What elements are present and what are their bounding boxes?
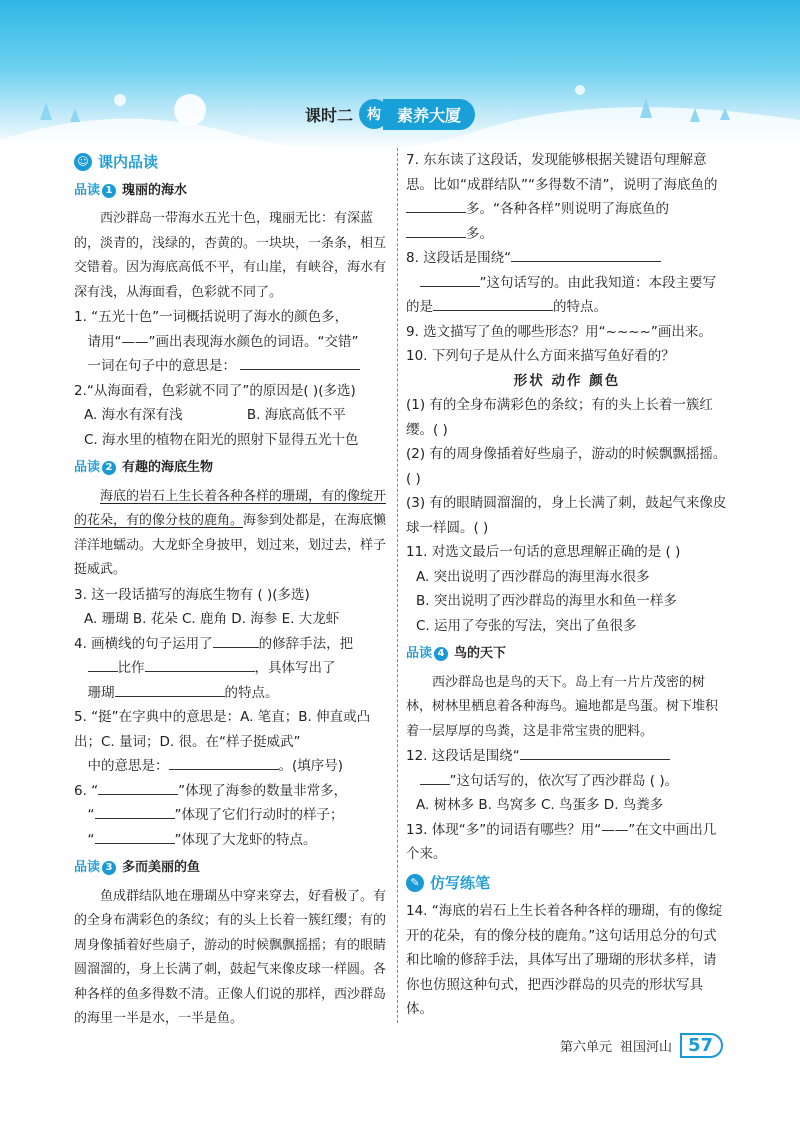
- column-divider: [397, 148, 398, 1023]
- question-7: 7. 东东读了这段话，发现能够根据关键语句理解意思。比如“成群结队”“多得数不清”，说明了海底鱼的多。“各种各样”则说明了海底鱼的多。: [406, 152, 718, 242]
- practice-label: 仿写练笔: [430, 873, 491, 892]
- lesson-label: 课时二: [305, 105, 354, 125]
- question-2: 2.“从海面看，色彩就不同了”的原因是( )(多选): [74, 382, 356, 399]
- lesson-logo-icon: 构: [359, 99, 389, 129]
- reading-heading-1: [74, 179, 392, 204]
- question-11-options: A. 突出说明了西沙群岛的海里海水很多 B. 突出说明了西沙群岛的海里水和鱼一样多 C. 运用了夸张的写法，突出了鱼很多: [416, 568, 677, 634]
- question-1: 1. “五光十色”一词概括说明了海水的颜色多， 请用“——”画出表现海水颜色的词语。“交错” 一词在句子中的意思是：: [74, 309, 359, 374]
- question-3: 3. 这一段话描写的海底生物有 ( )(多选): [74, 586, 310, 603]
- right-column: [406, 148, 728, 1022]
- reading-tag: 品读: [74, 860, 101, 875]
- question-10-word-bank: 形状 动作 颜色: [513, 372, 621, 389]
- question-11: 11. 对选文最后一句话的意思理解正确的是 ( ): [406, 544, 681, 560]
- question-5: 5. “挺”在字典中的意思是：A. 笔直；B. 伸直或凸出；C. 量词；D. 很。在“样子挺威武” 中的意思是： 。(填序号): [74, 709, 371, 774]
- passage-2: 海底的岩石上生长着各种各样的珊瑚，有的像绽开的花朵，有的像分枝的鹿角。海参到处都是，在海底懒洋洋地蠕动。大龙虾全身披甲，划过来，划过去，样子挺威武。: [74, 488, 387, 577]
- reading-tag: 品读: [74, 182, 101, 198]
- reading-title: 鸟的天下: [454, 646, 507, 661]
- answer-blank[interactable]: [95, 829, 175, 844]
- question-10: 10. 下列句子是从什么方面来描写鱼好看的？: [406, 348, 675, 364]
- question-2-options: A. 海水有深有浅 B. 海底高低不平 C. 海水里的植物在阳光的照射下显得五光十色: [84, 407, 359, 448]
- reading-title: 瑰丽的海水: [122, 182, 188, 198]
- unit-label: 第六单元: [560, 1040, 613, 1055]
- pen-icon: ✎: [406, 874, 424, 892]
- reading-tag: 品读: [74, 460, 101, 475]
- reading-heading-3: [74, 856, 392, 881]
- left-column: [74, 148, 392, 1032]
- question-12-options: A. 树林多 B. 鸟窝多 C. 鸟蛋多 D. 鸟粪多: [416, 797, 664, 813]
- passage-3: 鱼成群结队地在珊瑚丛中穿来穿去，好看极了。有的全身布满彩色的条纹；有的头上长着一簇红缨；有的周身像插着好些扇子，游动的时候飘飘摇摇；有的眼睛圆溜溜的，身上长满了刺，鼓起气来像皮球一样圆。各种各样的鱼多得数不清。正像人们说的那样，西沙群岛的海里一半是水，一半是鱼。: [74, 888, 387, 1026]
- question-4: 4. 画横线的句子运用了 的修辞手法，把 比作 ，具体写出了 珊瑚 的特点。: [74, 632, 392, 706]
- answer-blank[interactable]: [420, 770, 450, 785]
- answer-blank[interactable]: [145, 657, 255, 672]
- answer-blank[interactable]: [406, 223, 466, 238]
- page-number: 57: [680, 1033, 723, 1058]
- lesson-name: 祖国河山: [620, 1040, 673, 1055]
- answer-blank[interactable]: [213, 633, 259, 648]
- section-title: 素养大厦: [383, 99, 475, 130]
- answer-blank[interactable]: [169, 755, 279, 770]
- reading-number: 2: [102, 461, 116, 475]
- reading-icon: ☺: [74, 153, 92, 171]
- lesson-title: [305, 98, 475, 130]
- practice-header: [406, 871, 728, 896]
- header-banner: [0, 0, 800, 150]
- answer-blank[interactable]: [88, 657, 118, 672]
- question-8: 8. 这段话是围绕“ ”这句话写的。由此我知道：本段主要写的是 的特点。: [406, 246, 728, 320]
- question-12: 12. 这段话是围绕“ ”这句话写的，依次写了西沙群岛 ( )。: [406, 744, 728, 793]
- answer-blank[interactable]: [420, 272, 480, 287]
- answer-blank[interactable]: [406, 198, 466, 213]
- answer-blank[interactable]: [115, 682, 225, 697]
- section-header: [74, 150, 392, 175]
- answer-blank[interactable]: [511, 247, 661, 262]
- question-13: 13. 体现“多”的词语有哪些？用“——”在文中画出几个来。: [406, 821, 717, 862]
- question-14: 14. “海底的岩石上生长着各种各样的珊瑚，有的像绽开的花朵，有的像分枝的鹿角。”这句话用总分的句式和比喻的修辞手法，具体写出了珊瑚的形状多样，请你也仿照这种句式，把西沙群岛的贝壳的形状写具体。: [406, 903, 723, 1017]
- passage-4: 西沙群岛也是鸟的天下。岛上有一片片茂密的树林，树林里栖息着各种海鸟。遍地都是鸟蛋。树下堆积着一层厚厚的鸟粪，这是非常宝贵的肥料。: [406, 674, 719, 739]
- question-3-options: A. 珊瑚 B. 花朵 C. 鹿角 D. 海参 E. 大龙虾: [84, 611, 340, 627]
- reading-title: 多而美丽的鱼: [122, 860, 201, 875]
- question-10-item-1: (1) 有的全身布满彩色的条纹；有的头上长着一簇红缨。( ): [406, 397, 713, 438]
- question-10-item-2: (2) 有的周身像插着好些扇子，游动的时候飘飘摇摇。( ): [406, 446, 727, 487]
- reading-number: 4: [434, 647, 448, 661]
- reading-heading-4: [406, 642, 728, 667]
- answer-blank[interactable]: [98, 780, 178, 795]
- reading-tag: 品读: [406, 646, 433, 661]
- section-label: 课内品读: [98, 153, 159, 171]
- answer-blank[interactable]: [240, 355, 360, 370]
- reading-number: 3: [102, 861, 116, 875]
- reading-title: 有趣的海底生物: [122, 460, 214, 475]
- question-10-item-3: (3) 有的眼睛圆溜溜的，身上长满了刺，鼓起气来像皮球一样圆。( ): [406, 495, 727, 536]
- reading-number: 1: [102, 184, 116, 198]
- reading-heading-2: [74, 456, 392, 481]
- answer-blank[interactable]: [433, 296, 553, 311]
- answer-blank[interactable]: [95, 804, 175, 819]
- answer-blank[interactable]: [520, 745, 670, 760]
- question-9: 9. 选文描写了鱼的哪些形态？用“~~~~”画出来。: [406, 323, 712, 340]
- passage-1: 西沙群岛一带海水五光十色，瑰丽无比：有深蓝的，淡青的，浅绿的，杏黄的。一块块，一条条，相互交错着。因为海底高低不平，有山崖，有峡谷，海水有深有浅，从海面看，色彩就不同了。: [74, 211, 387, 300]
- page-footer: [560, 1033, 723, 1058]
- question-6: 6. “ ”体现了海参的数量非常多， “ ”体现了它们行动时的样子； “ ”体现了大龙虾的特点。: [74, 779, 392, 853]
